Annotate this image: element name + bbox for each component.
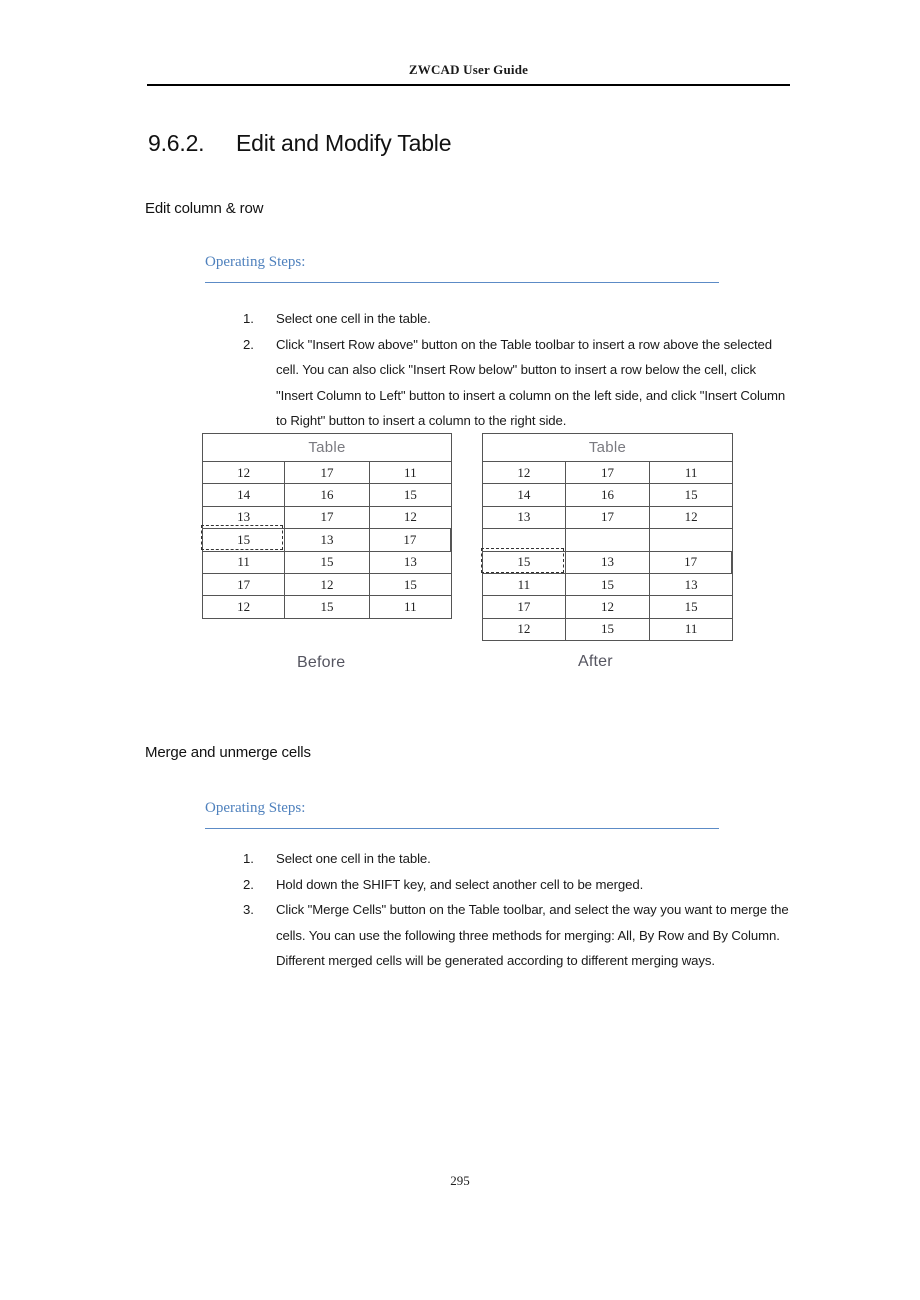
list-item [243,306,791,332]
table-body-after [483,462,732,640]
table-cell: 13 [403,554,417,570]
table-cell: 16 [285,484,369,505]
list-marker: 2. [243,876,254,892]
table-row [483,484,732,506]
table-cell: 17 [370,529,451,550]
table-caption-row [483,434,732,462]
table-row [203,484,451,506]
table-cell: 14 [203,484,285,505]
table-caption-row [203,434,451,462]
running-header: ZWCAD User Guide [408,62,529,77]
table-row [203,552,451,574]
list-item [243,332,791,434]
section-number: 9.6.2. [148,130,205,156]
table-row [483,574,732,596]
page-title [148,130,451,157]
table-cell: 17 [285,462,369,483]
table-row [483,507,732,529]
list-item [243,846,791,872]
table-caption: Table [308,439,346,456]
table-cell: 11 [404,464,417,480]
table-row [483,552,732,574]
list-item [243,897,791,974]
table-cell: 17 [566,507,651,528]
list-marker: 2. [243,336,254,352]
table-cell: 17 [203,574,285,595]
subheading-merge-unmerge-cells: Merge and unmerge cells [145,744,311,761]
table-cell: 15 [403,487,417,503]
table-cell: 11 [684,464,698,480]
section-title: Edit and Modify Table [236,130,452,156]
table-cell: 15 [684,599,698,615]
page-number: 295 [450,1173,470,1188]
figure-label-after: After [578,653,613,670]
table-row [483,529,732,551]
table-cell [483,529,566,550]
table-cell: 11 [203,552,285,573]
table-cell: 15 [285,596,369,617]
table-cell: 13 [566,552,651,573]
figure-label-before: Before [297,654,346,671]
table-row [203,507,451,529]
table-cell: 11 [404,599,417,615]
list-marker: 3. [243,902,254,917]
table-cell: 15 [684,487,698,503]
table-row [203,529,451,551]
table-cell: 15 [566,574,651,595]
list-text: Select one cell in the table. [276,311,431,326]
table-row [483,596,732,618]
table-cell: 17 [566,462,651,483]
table-cell: 15 [203,529,285,550]
list-marker: 1. [243,851,254,866]
header-rule [147,84,790,86]
list-text: Click "Insert Row above" button on the Table toolbar to insert a row above the selected cell. You can also click "Insert Row below" button to insert a row below the cell, click "Insert Column to Left" button to insert a column on the left side, and click "Insert Column to Right" button to insert a column to the right side. [276,336,786,428]
table-row [483,462,732,484]
list-marker: 1. [243,311,254,326]
table-cell: 15 [403,576,417,592]
table-cell: 13 [285,529,369,550]
table-cell: 13 [684,576,698,592]
table-cell: 14 [483,484,566,505]
table-cell: 12 [684,509,698,525]
table-cell: 12 [566,596,651,617]
steps-list-edit-column-row [243,306,791,434]
table-cell: 11 [483,574,566,595]
table-cell: 13 [483,507,566,528]
list-item [243,872,791,898]
table-cell: 12 [483,619,566,640]
table-cell: 15 [285,552,369,573]
table-cell: 13 [203,507,285,528]
table-cell [566,529,651,550]
table-cell: 12 [483,462,566,483]
table-cell: 12 [203,596,285,617]
table-cell: 17 [650,552,732,573]
table-caption: Table [588,439,627,456]
list-text: Select one cell in the table. [276,851,431,866]
table-row [483,619,732,640]
table-cell: 12 [285,574,369,595]
operating-steps-rule-1 [205,282,719,283]
table-row [203,596,451,617]
table-cell: 12 [403,509,417,525]
subheading-edit-column-row: Edit column & row [145,200,264,217]
operating-steps-label-1: Operating Steps: [205,254,306,270]
figure-table-before [202,433,452,619]
table-cell: 15 [566,619,651,640]
table-cell: 17 [483,596,566,617]
figure-table-after [482,433,733,641]
table-cell: 15 [483,552,566,573]
operating-steps-rule-2 [205,828,719,829]
list-text: Hold down the SHIFT key, and select another cell to be merged. [276,876,644,892]
table-row [203,462,451,484]
table-cell: 11 [684,621,698,637]
table-body-before [203,462,451,618]
table-cell: 16 [566,484,651,505]
table-row [203,574,451,596]
list-text: Click "Merge Cells" button on the Table toolbar, and select the way you want to merge the cells. You can use the following three methods for merging: All, By Row and By Column. Different merged cells will be generated according to different merging ways. [276,902,789,968]
steps-list-merge-unmerge [243,846,791,974]
table-cell: 17 [285,507,369,528]
operating-steps-label-2: Operating Steps: [205,800,306,816]
table-cell: 12 [203,462,285,483]
table-cell [650,529,732,550]
